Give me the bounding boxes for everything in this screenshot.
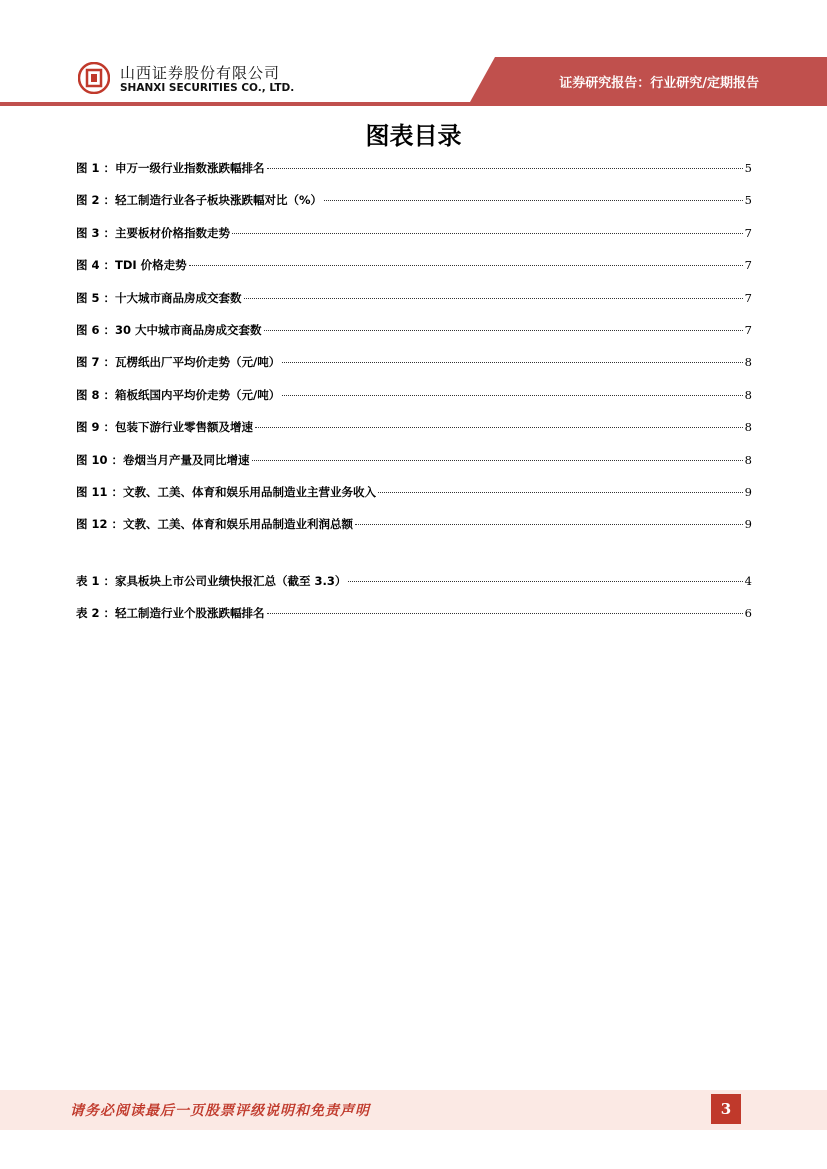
toc-label: 图 8 ：箱板纸国内平均价走势（元/吨） [76, 387, 281, 402]
toc-page-number: 8 [744, 420, 752, 435]
toc-label: 图 6 ：30 大中城市商品房成交套数 [76, 322, 262, 337]
toc-label: 图 2 ：轻工制造行业各子板块涨跌幅对比（%） [76, 193, 323, 208]
toc-label: 表 1 ：家具板块上市公司业绩快报汇总（截至 3.3） [76, 573, 347, 588]
toc-row[interactable] [76, 322, 752, 354]
report-type: 证券研究报告：行业研究/定期报告 [559, 76, 759, 91]
toc-leader [232, 233, 743, 234]
toc-leader [244, 298, 743, 299]
toc-row[interactable] [76, 160, 752, 192]
toc-label: 图 1 ：申万一级行业指数涨跌幅排名 [76, 161, 265, 175]
toc-leader [267, 168, 743, 169]
toc-leader [348, 581, 742, 582]
toc-page-number: 7 [744, 258, 752, 273]
toc-label: 图 9 ：包装下游行业零售额及增速 [76, 420, 254, 435]
page-title: 图表目录 [365, 122, 462, 150]
toc-leader [267, 613, 743, 614]
toc-leader [355, 524, 743, 525]
toc-label: 图 5 ：十大城市商品房成交套数 [76, 290, 242, 305]
toc-leader [189, 265, 743, 266]
toc-row[interactable] [76, 516, 752, 548]
toc-page-number: 8 [744, 452, 752, 467]
toc-leader [255, 427, 743, 428]
toc-row[interactable] [76, 419, 752, 451]
toc-leader [282, 395, 742, 396]
page-number: 3 [711, 1094, 741, 1124]
toc-leader [264, 330, 743, 331]
toc-page-number: 7 [744, 225, 752, 240]
toc-row[interactable] [76, 484, 752, 516]
toc-page-number: 5 [744, 161, 752, 175]
toc-page-number: 8 [744, 355, 752, 370]
toc-label: 图 3 ：主要板材价格指数走势 [76, 225, 231, 240]
toc-row[interactable] [76, 605, 752, 637]
toc-leader [252, 460, 743, 461]
toc-page-number: 9 [744, 517, 752, 532]
toc-leader [378, 492, 743, 493]
toc-label: 表 2 ：轻工制造行业个股涨跌幅排名 [76, 606, 265, 621]
toc-row[interactable] [76, 573, 752, 605]
toc-page-number: 7 [744, 322, 752, 337]
page-header [0, 0, 827, 110]
toc-label: 图 12 ：文教、工美、体育和娱乐用品制造业利润总额 [76, 517, 354, 532]
footer-disclaimer: 请务必阅读最后一页股票评级说明和免责声明 [70, 1103, 370, 1119]
toc-row[interactable] [76, 192, 752, 224]
toc-leader [324, 200, 743, 201]
toc-list [76, 160, 752, 637]
toc-page-number: 9 [744, 484, 752, 499]
company-name-cn: 山西证券股份有限公司 [120, 64, 281, 82]
company-name-en: SHANXI SECURITIES CO., LTD. [120, 82, 295, 94]
toc-row[interactable] [76, 290, 752, 322]
toc-row[interactable] [76, 452, 752, 484]
toc-page-number: 5 [744, 193, 752, 208]
toc-page-number: 6 [744, 606, 752, 621]
toc-row[interactable] [76, 354, 752, 386]
toc-page-number: 7 [744, 290, 752, 305]
toc-label: 图 10 ：卷烟当月产量及同比增速 [76, 452, 250, 467]
toc-row[interactable] [76, 387, 752, 419]
toc-label: 图 7 ：瓦楞纸出厂平均价走势（元/吨） [76, 355, 281, 370]
toc-page-number: 4 [744, 573, 752, 588]
toc-label: 图 4 ：TDI 价格走势 [76, 258, 187, 273]
shanxi-securities-logo-icon [78, 62, 110, 94]
toc-label: 图 11 ：文教、工美、体育和娱乐用品制造业主营业务收入 [76, 484, 377, 499]
toc-leader [282, 362, 742, 363]
toc-row[interactable] [76, 225, 752, 257]
toc-page-number: 8 [744, 387, 752, 402]
toc-row[interactable] [76, 257, 752, 289]
